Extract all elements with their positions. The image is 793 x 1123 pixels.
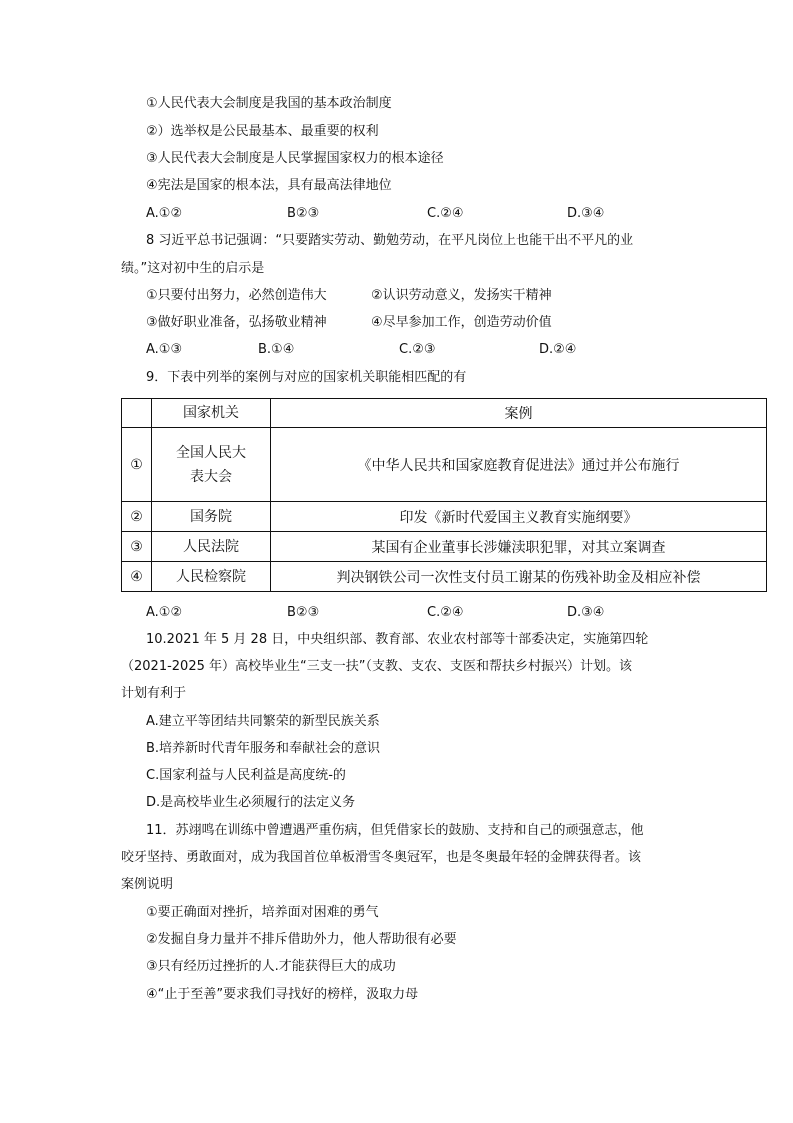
q8-option-b: B.①④ <box>258 342 295 357</box>
q9-option-d: D.③④ <box>567 605 605 620</box>
q9-table-header-row <box>122 399 767 428</box>
q8-option-d: D.②④ <box>539 342 577 357</box>
q11-item-1: ①要正确面对挫折，培养面对困难的勇气 <box>146 905 379 920</box>
q8-item-1: ①只要付出努力，必然创造伟大 <box>146 288 327 303</box>
q7-option-c: C.②④ <box>427 206 464 221</box>
q9-header-organ: 国家机关 <box>152 399 271 428</box>
q7-option-b: B②③ <box>287 206 320 221</box>
q9-header-num <box>122 399 152 428</box>
table-row <box>122 562 767 592</box>
q9-row-organ: 国务院 <box>152 502 271 532</box>
q8-item-4: ④尽早参加工作，创造劳动价值 <box>371 315 552 330</box>
q7-option-d: D.③④ <box>567 206 605 221</box>
q9-stem: 9．下表中列举的案例与对应的国家机关职能相匹配的有 <box>146 370 467 385</box>
q9-table <box>121 398 767 592</box>
q11-item-3: ③只有经历过挫折的人.才能获得巨大的成功 <box>146 959 396 974</box>
q10-option-c: C.国家利益与人民利益是高度统-的 <box>146 768 346 783</box>
q9-row-case: 印发《新时代爱国主义教育实施纲要》 <box>271 502 767 532</box>
q8-item-2: ②认识劳动意义，发扬实干精神 <box>371 288 552 303</box>
q11-stem-line-1: 11．苏翊鸣在训练中曾遭遇严重伤病，但凭借家长的鼓励、支持和自己的顽强意志，他 <box>146 823 644 838</box>
q8-item-3: ③做好职业准备，弘扬敬业精神 <box>146 315 327 330</box>
q9-header-case: 案例 <box>271 399 767 428</box>
q9-option-a: A.①② <box>146 605 183 620</box>
q8-option-c: C.②③ <box>399 342 436 357</box>
q9-row-num: ① <box>122 428 152 502</box>
q9-row-num: ④ <box>122 562 152 592</box>
q9-row-organ: 人民法院 <box>152 532 271 562</box>
q9-row-case: 判决钢铁公司一次性支付员工谢某的伤残补助金及相应补偿 <box>271 562 767 592</box>
q10-stem-line-1: 10.2021 年 5 月 28 日，中央组织部、教育部、农业农村部等十部委决定，实施第四轮 <box>146 632 649 647</box>
q11-item-2: ②发掘自身力量并不排斥借助外力，他人帮助很有必要 <box>146 932 457 947</box>
table-row <box>122 428 767 502</box>
q10-stem-line-2: （2021-2025 年）高校毕业生“三支一扶”（支教、支农、支医和帮扶乡村振兴）计划。该 <box>121 659 632 674</box>
q7-item-3: ③人民代表大会制度是人民掌握国家权力的根本途径 <box>146 151 444 166</box>
q9-row-case: 某国有企业董事长涉嫌渎职犯罪，对其立案调查 <box>271 532 767 562</box>
q10-option-a: A.建立平等团结共同繁荣的新型民族关系 <box>146 714 380 729</box>
q11-stem-line-2: 咬牙坚持、勇敢面对，成为我国首位单板滑雪冬奥冠军，也是冬奥最年轻的金牌获得者。该 <box>121 850 642 865</box>
q9-row-organ: 人民检察院 <box>152 562 271 592</box>
q7-option-a: A.①② <box>146 206 183 221</box>
q9-option-b: B②③ <box>287 605 320 620</box>
q7-item-4: ④宪法是国家的根本法，具有最高法律地位 <box>146 178 392 193</box>
q10-option-b: B.培养新时代青年服务和奉献社会的意识 <box>146 741 381 756</box>
q9-row-num: ③ <box>122 532 152 562</box>
q9-row-num: ② <box>122 502 152 532</box>
q11-item-4: ④“止于至善”要求我们寻找好的榜样，汲取力母 <box>146 987 419 1002</box>
q8-stem-line-1: 8 习近平总书记强调：“只要踏实劳动、勤勉劳动，在平凡岗位上也能干出不平凡的业 <box>146 233 634 248</box>
q9-row-organ-text: 全国人民大表大会 <box>176 444 246 485</box>
q9-row-organ <box>152 428 271 502</box>
q7-item-2: ②）选举权是公民最基本、最重要的权利 <box>146 124 379 139</box>
q8-option-a: A.①③ <box>146 342 183 357</box>
q7-item-1: ①人民代表大会制度是我国的基本政治制度 <box>146 96 392 111</box>
q9-row-case: 《中华人民共和国家庭教育促进法》通过并公布施行 <box>271 428 767 502</box>
table-row <box>122 502 767 532</box>
q11-stem-line-3: 案例说明 <box>121 877 174 892</box>
q9-option-c: C.②④ <box>427 605 464 620</box>
q10-stem-line-3: 计划有利于 <box>121 686 187 701</box>
q10-option-d: D.是高校毕业生必须履行的法定义务 <box>146 795 356 810</box>
q8-stem-line-2: 绩。”这对初中生的启示是 <box>121 261 265 276</box>
table-row <box>122 532 767 562</box>
